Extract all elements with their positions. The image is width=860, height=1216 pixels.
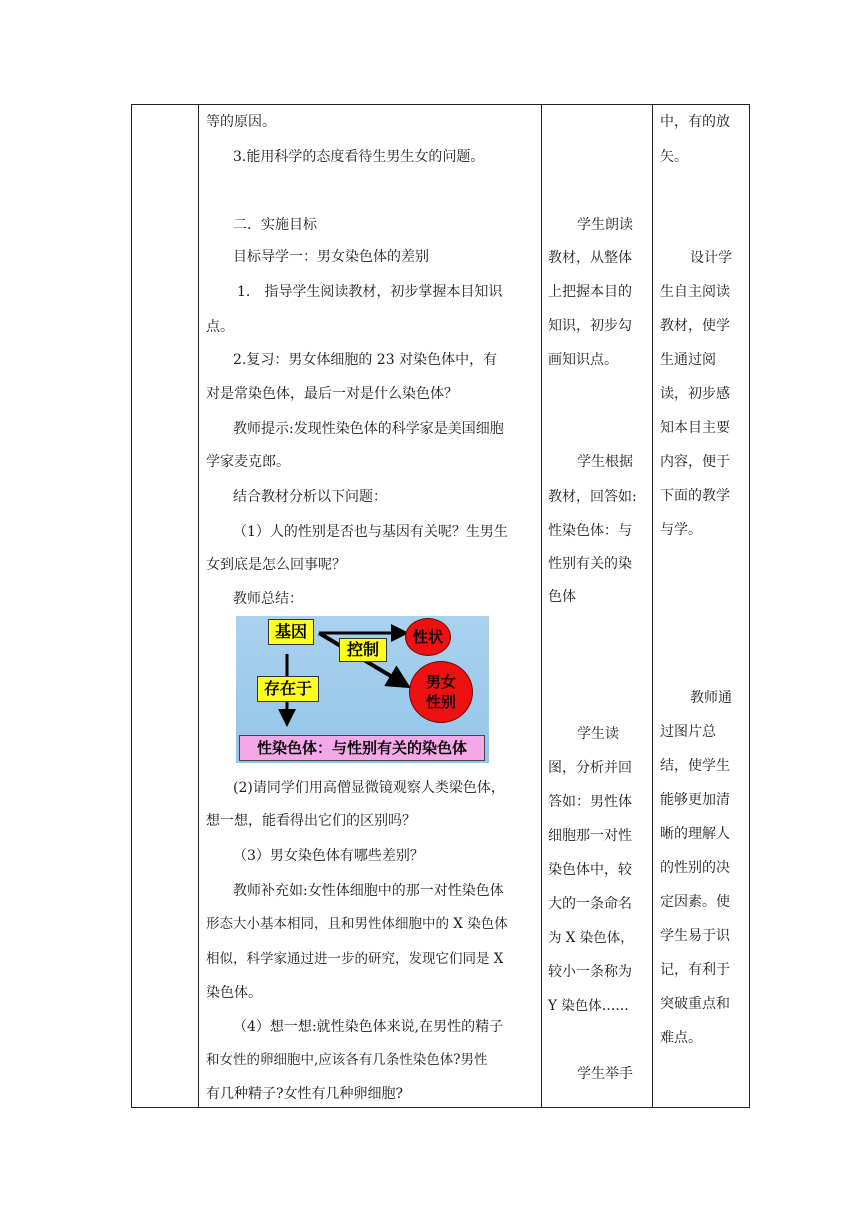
text-line: 教师提示:发现性染色体的科学家是美国细胞 xyxy=(233,421,504,437)
sex-circle-label-2: 性别 xyxy=(425,693,456,711)
text-line: 设计学 xyxy=(690,250,732,266)
text-line: 3.能用科学的态度看待生男生女的问题。 xyxy=(233,149,485,165)
text-line: 的性别的决 xyxy=(660,860,730,876)
text-line: 对是常染色体，最后一对是什么染色体？ xyxy=(206,386,458,402)
text-line: 学生根据 xyxy=(577,454,633,470)
text-line: （3）男女染色体有哪些差别？ xyxy=(233,848,424,864)
text-line: 和女性的卵细胞中,应该各有几条性染色体?男性 xyxy=(206,1052,488,1068)
text-line: （4）想一想:就性染色体来说,在男性的精子 xyxy=(233,1019,504,1035)
text-line: 目标导学一：男女染色体的差别 xyxy=(233,249,429,265)
text-line: 学家麦克郎。 xyxy=(206,454,290,470)
text-line: 2.复习：男女体细胞的 23 对染色体中，有 xyxy=(233,352,498,368)
text-line: 过图片总 xyxy=(660,724,716,740)
exists-in-box: 存在于 xyxy=(257,676,319,702)
table-divider-3 xyxy=(652,104,653,1108)
text-line: 色体 xyxy=(548,589,576,605)
sex-circle xyxy=(409,661,473,723)
table-divider-1 xyxy=(198,104,199,1108)
text-line: 为 X 染色体， xyxy=(548,930,634,946)
sex-circle-label-1: 男女 xyxy=(425,673,456,691)
table-divider-2 xyxy=(541,104,542,1108)
text-line: 难点。 xyxy=(660,1030,702,1046)
text-line: 上把握本目的 xyxy=(548,284,632,300)
text-line: （1）人的性别是否也与基因有关呢？生男生 xyxy=(233,524,508,540)
text-line: 结合教材分析以下问题： xyxy=(233,489,387,505)
text-line: 染色体。 xyxy=(206,985,262,1001)
text-line: 与学。 xyxy=(660,522,702,538)
text-line: 形态大小基本相同，且和男性体细胞中的 X 染色体 xyxy=(206,916,508,932)
table-bottom-border xyxy=(131,1107,750,1108)
text-line: 教师总结： xyxy=(233,591,303,607)
text-line: 图，分析并回 xyxy=(548,760,632,776)
text-line: 教材，回答如: xyxy=(548,489,637,505)
text-line: (2)请同学们用高僧显微镜观察人类梁色体， xyxy=(233,780,505,796)
text-line: 结，使学生 xyxy=(660,758,730,774)
text-line: 等的原因。 xyxy=(206,114,276,130)
text-line: 学生朗读 xyxy=(577,217,633,233)
table-top-border xyxy=(131,104,750,105)
sex-chromosome-banner: 性染色体：与性别有关的染色体 xyxy=(239,735,485,761)
text-line: 能够更加清 xyxy=(660,792,730,808)
text-line: 教师补充如:女性体细胞中的那一对性染色体 xyxy=(233,883,504,899)
text-line: 点。 xyxy=(206,319,234,335)
gene-box: 基因 xyxy=(268,619,314,645)
trait-circle: 性状 xyxy=(405,618,451,656)
text-line: 下面的教学 xyxy=(660,488,730,504)
section-heading: 二．实施目标 xyxy=(233,217,317,233)
text-line: 画知识点。 xyxy=(548,352,618,368)
text-line: 生自主阅读 xyxy=(660,284,730,300)
text-line: 女到底是怎么回事呢？ xyxy=(206,557,346,573)
text-line: 有几种精子?女性有几种卵细胞? xyxy=(206,1086,404,1102)
sex-determination-diagram xyxy=(236,616,489,763)
table-cell-col1 xyxy=(132,105,198,1107)
text-line: 学生举手 xyxy=(577,1066,633,1082)
text-line: 答如：男性体 xyxy=(548,794,632,810)
text-line: 细胞那一对性 xyxy=(548,828,632,844)
text-line: 学生易于识 xyxy=(660,928,730,944)
text-line: 矢。 xyxy=(660,149,688,165)
text-line: 大的一条命名 xyxy=(548,896,632,912)
text-line: Y 染色体…… xyxy=(548,998,629,1014)
text-line: 学生读 xyxy=(577,726,619,742)
text-line: 1. 指导学生阅读教材，初步掌握本目知识 xyxy=(237,284,503,300)
text-line: 教师通 xyxy=(690,690,732,706)
text-line: 教材，使学 xyxy=(660,318,730,334)
text-line: 较小一条称为 xyxy=(548,964,632,980)
text-line: 教材，从整体 xyxy=(548,250,632,266)
text-line: 中，有的放 xyxy=(660,114,730,130)
table-border-right xyxy=(749,104,750,1108)
text-line: 定因素。使 xyxy=(660,894,730,910)
text-line: 性染色体：与 xyxy=(548,523,632,539)
text-line: 突破重点和 xyxy=(660,996,730,1012)
text-line: 想一想，能看得出它们的区别吗？ xyxy=(206,813,416,829)
control-box: 控制 xyxy=(339,638,387,662)
text-line: 读，初步感 xyxy=(660,386,730,402)
text-line: 知本目主要 xyxy=(660,420,730,436)
text-line: 相似，科学家通过进一步的研究，发现它们同是 X xyxy=(206,951,504,967)
text-line: 内容，便于 xyxy=(660,454,730,470)
text-line: 生通过阅 xyxy=(660,352,716,368)
text-line: 记，有利于 xyxy=(660,962,730,978)
text-line: 晰的理解人 xyxy=(660,826,730,842)
text-line: 性别有关的染 xyxy=(548,556,632,572)
text-line: 染色体中，较 xyxy=(548,862,632,878)
text-line: 知识，初步勾 xyxy=(548,318,632,334)
